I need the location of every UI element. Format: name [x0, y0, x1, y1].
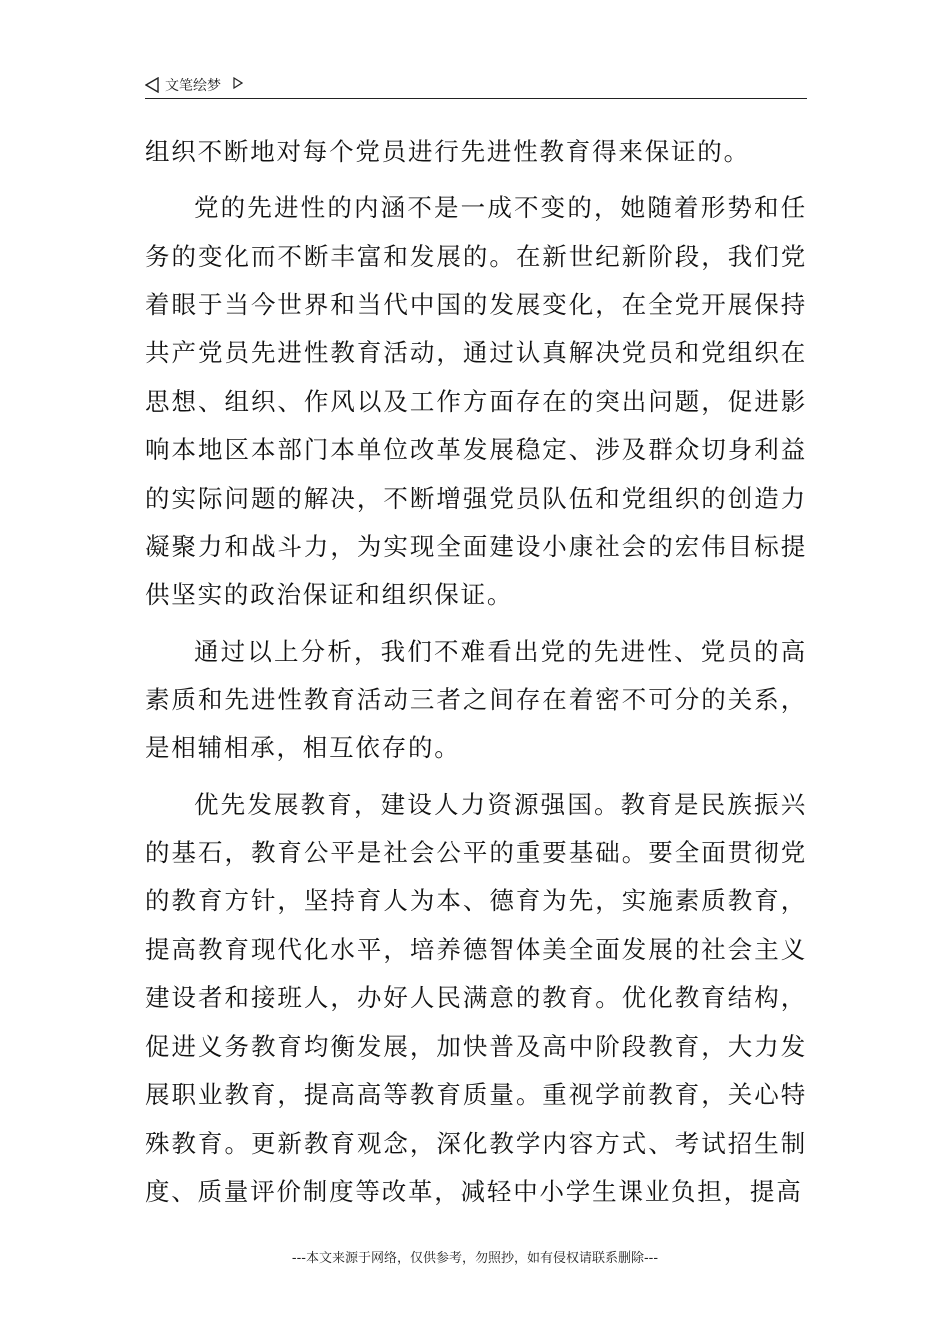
paragraph-continuation: 组织不断地对每个党员进行先进性教育得来保证的。 [145, 137, 750, 166]
triangle-right-outline-icon [233, 77, 243, 89]
paragraph: 优先发展教育，建设人力资源强国。教育是民族振兴的基石，教育公平是社会公平的重要基础。要全面贯彻党的教育方针，坚持育人为本、德育为先，实施素质教育，提高教育现代化水平，培养德智体美全面发展的社会主义建设者和接班人，办好人民满意的教育。优化教育结构，促进义务教育均衡发展，加快普及高中阶段教育，大力发展职业教育，提高高等教育质量。重视学前教育，关心特殊教育。更新教育观念，深化教学内容方式、考试招生制度、质量评价制度等改革，减轻中小学生课业负担，提高 [145, 789, 807, 1206]
paragraph: 通过以上分析，我们不难看出党的先进性、党员的高素质和先进性教育活动三者之间存在着密不可分的关系，是相辅相承，相互依存的。 [145, 636, 807, 763]
header-title: 文笔绘梦 [165, 78, 221, 94]
page-header [145, 70, 807, 99]
document-body [145, 128, 807, 1224]
paragraph: 党的先进性的内涵不是一成不变的，她随着形势和任务的变化而不断丰富和发展的。在新世纪新阶段，我们党着眼于当今世界和当代中国的发展变化，在全党开展保持共产党员先进性教育活动，通过认真解决党员和党组织在思想、组织、作风以及工作方面存在的突出问题，促进影响本地区本部门本单位改革发展稳定、涉及群众切身利益的实际问题的解决，不断增强党员队伍和党组织的创造力凝聚力和战斗力，为实现全面建设小康社会的宏伟目标提供坚实的政治保证和组织保证。 [145, 193, 807, 610]
footer-disclaimer: ---本文来源于网络，仅供参考，勿照抄，如有侵权请联系删除--- [291, 1251, 659, 1266]
triangle-left-outline-icon [145, 77, 159, 93]
